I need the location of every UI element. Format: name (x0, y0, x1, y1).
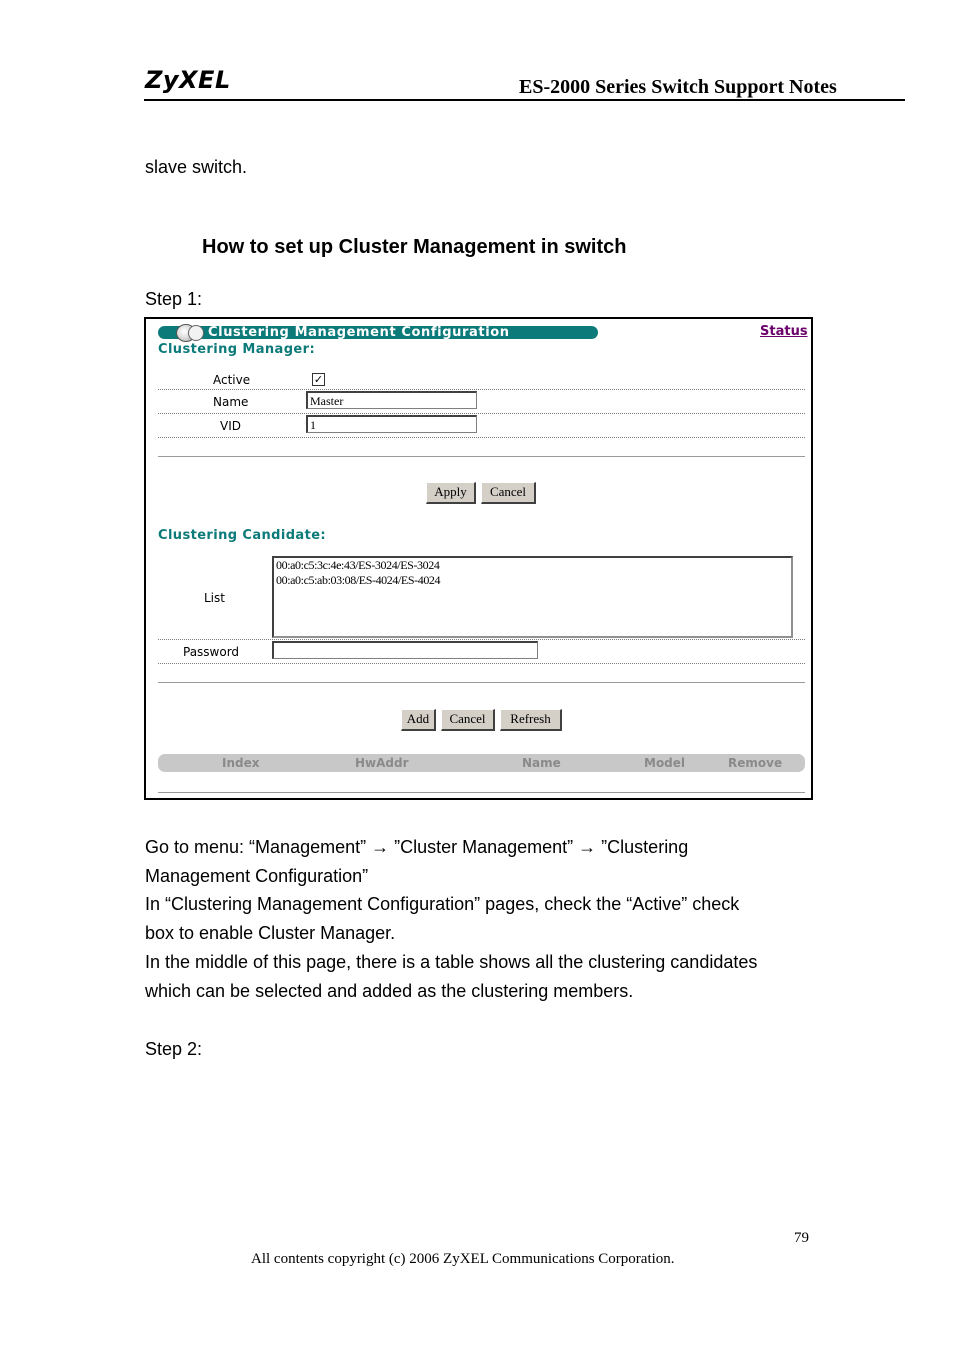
password-label: Password (183, 645, 240, 659)
vid-input[interactable]: 1 (306, 415, 477, 433)
column-remove: Remove (728, 756, 783, 770)
name-label: Name (213, 395, 249, 409)
globe-icon (188, 325, 204, 341)
column-name: Name (522, 756, 561, 770)
title-bar (158, 326, 598, 339)
clustering-candidate-heading: Clustering Candidate: (158, 528, 327, 543)
section-heading: How to set up Cluster Management in switch (202, 236, 627, 258)
step1-label: Step 1: (145, 289, 203, 309)
active-label: Active (213, 373, 251, 387)
password-input[interactable] (272, 641, 538, 659)
document-title: ES-2000 Series Switch Support Notes (519, 76, 837, 98)
header-rule (144, 99, 905, 101)
column-index: Index (222, 756, 260, 770)
row-divider (158, 639, 805, 640)
row-divider (158, 413, 805, 414)
cancel-button[interactable]: Cancel (481, 482, 536, 504)
step2-label: Step 2: (145, 1039, 203, 1059)
paragraph-line: Go to menu: “Management” → ”Cluster Management” → ”Clustering (145, 837, 689, 857)
paragraph-line: box to enable Cluster Manager. (145, 923, 396, 943)
cancel-candidate-button[interactable]: Cancel (441, 709, 495, 731)
candidate-listbox[interactable] (272, 556, 793, 638)
add-button[interactable]: Add (401, 709, 436, 731)
candidate-item[interactable]: 00:a0:c5:3c:4e:43/ES-3024/ES-3024 (276, 558, 440, 572)
refresh-button[interactable]: Refresh (500, 709, 562, 731)
clustering-manager-heading: Clustering Manager: (158, 342, 316, 357)
name-input[interactable]: Master (306, 391, 477, 409)
page-number: 79 (794, 1230, 809, 1246)
row-divider (158, 663, 805, 664)
config-screenshot (144, 317, 813, 800)
column-hwaddr: HwAddr (355, 756, 409, 770)
copyright-footer: All contents copyright (c) 2006 ZyXEL Communications Corporation. (251, 1251, 675, 1267)
apply-button[interactable]: Apply (426, 482, 476, 504)
row-divider (158, 389, 805, 390)
table-bottom-rule (158, 792, 805, 793)
status-link[interactable]: Status (760, 324, 808, 339)
section-divider (158, 682, 805, 683)
paragraph-line: Management Configuration” (145, 866, 369, 886)
paragraph-line: which can be selected and added as the clustering members. (145, 981, 634, 1001)
members-table-header (158, 754, 805, 772)
paragraph-line: In “Clustering Management Configuration” pages, check the “Active” check (145, 894, 740, 914)
paragraph-line: In the middle of this page, there is a table shows all the clustering candidates (145, 952, 758, 972)
zyxel-logo: ZyXEL (145, 66, 231, 94)
candidate-item[interactable]: 00:a0:c5:ab:03:08/ES-4024/ES-4024 (276, 573, 441, 587)
row-divider (158, 437, 805, 438)
vid-label: VID (220, 419, 241, 433)
active-checkbox[interactable]: ✓ (313, 373, 324, 386)
list-label: List (204, 591, 225, 605)
column-model: Model (644, 756, 686, 770)
section-divider (158, 456, 805, 457)
page-title: Clustering Management Configuration (208, 325, 510, 340)
intro-line: slave switch. (145, 157, 248, 177)
